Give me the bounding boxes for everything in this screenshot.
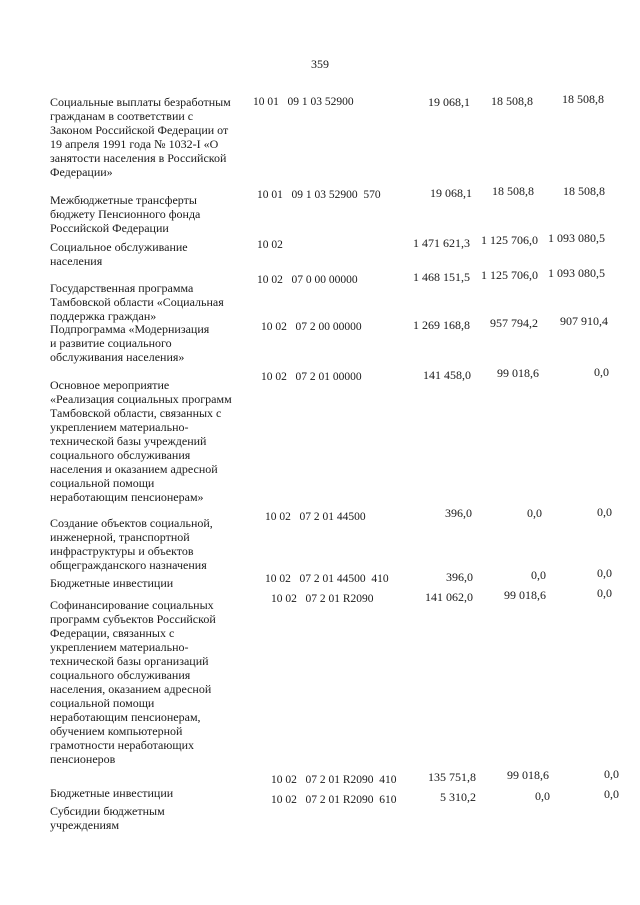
row-name-line: Создание объектов социальной, <box>50 516 213 530</box>
row-name <box>50 95 252 179</box>
amount-3: 0,0 <box>594 365 609 379</box>
amount-2: 18 508,8 <box>491 94 533 108</box>
budget-code: 10 02 07 0 00 00000 <box>257 274 358 286</box>
budget-code: 10 01 09 1 03 52900 <box>253 96 354 108</box>
amount-1: 5 310,2 <box>440 790 476 804</box>
amount-1: 1 269 168,8 <box>413 318 470 332</box>
budget-code: 10 01 09 1 03 52900 570 <box>257 189 381 201</box>
row-name-line: поддержка граждан» <box>50 309 157 323</box>
row-name-line: общегражданского назначения <box>50 558 207 572</box>
row-name-line: и развитие социального <box>50 336 172 350</box>
amount-2: 0,0 <box>535 789 550 803</box>
row-name <box>50 193 252 235</box>
amount-2: 18 508,8 <box>492 184 534 198</box>
amount-3: 18 508,8 <box>563 184 605 198</box>
budget-code: 10 02 07 2 00 00000 <box>261 321 362 333</box>
amount-2: 957 794,2 <box>490 316 538 330</box>
budget-code: 10 02 07 2 01 R2090 610 <box>271 794 397 806</box>
row-name-line: Федерации, связанных с <box>50 626 175 640</box>
row-name-line: инженерной, транспортной <box>50 530 190 544</box>
amount-1: 1 468 151,5 <box>413 270 470 284</box>
amount-1: 1 471 621,3 <box>413 236 470 250</box>
amount-3: 0,0 <box>597 505 612 519</box>
budget-code: 10 02 07 2 01 R2090 <box>271 593 374 605</box>
row-name-line: социального обслуживания <box>50 668 191 682</box>
amount-3: 0,0 <box>597 566 612 580</box>
amount-3: 18 508,8 <box>562 92 604 106</box>
row-name-line: Софинансирование социальных <box>50 598 214 612</box>
amount-1: 19 068,1 <box>428 95 470 109</box>
amount-1: 141 062,0 <box>425 590 473 604</box>
row-name-line: Государственная программа <box>50 281 194 295</box>
amount-3: 1 093 080,5 <box>548 231 605 245</box>
amount-1: 396,0 <box>446 570 473 584</box>
amount-3: 1 093 080,5 <box>548 266 605 280</box>
row-name <box>50 281 252 323</box>
row-name-line: Подпрограмма «Модернизация <box>50 322 210 336</box>
row-name-line: населения, оказанием адресной <box>50 682 212 696</box>
amount-3: 0,0 <box>604 787 619 801</box>
row-name-line: технической базы учреждений <box>50 434 207 448</box>
amount-2: 1 125 706,0 <box>481 268 538 282</box>
row-name-line: укреплением материально- <box>50 640 189 654</box>
row-name-line: неработающим пенсионерам, <box>50 710 201 724</box>
budget-code: 10 02 07 2 01 44500 <box>265 511 366 523</box>
row-name-line: Субсидии бюджетным <box>50 804 165 818</box>
row-name-line: Законом Российской Федерации от <box>50 123 229 137</box>
budget-code: 10 02 07 2 01 44500 410 <box>265 573 389 585</box>
row-name-line: укреплением материально- <box>50 420 189 434</box>
row-name-line: Основное мероприятие <box>50 378 170 392</box>
amount-2: 0,0 <box>527 506 542 520</box>
row-name-line: социального обслуживания <box>50 448 191 462</box>
row-name-line: Тамбовской области «Социальная <box>50 295 224 309</box>
row-name <box>50 576 252 590</box>
amount-1: 19 068,1 <box>430 186 472 200</box>
amount-2: 99 018,6 <box>504 588 546 602</box>
row-name-line: Социальные выплаты безработным <box>50 95 231 109</box>
budget-code: 10 02 07 2 01 00000 <box>261 371 362 383</box>
amount-1: 396,0 <box>445 506 472 520</box>
amount-1: 135 751,8 <box>428 770 476 784</box>
row-name-line: учреждениям <box>50 818 120 832</box>
row-name-line: занятости населения в Российской <box>50 151 227 165</box>
page-number: 359 <box>311 57 329 71</box>
amount-2: 1 125 706,0 <box>481 233 538 247</box>
amount-3: 0,0 <box>597 586 612 600</box>
row-name-line: гражданам в соответствии с <box>50 109 194 123</box>
amount-3: 0,0 <box>604 767 619 781</box>
row-name-line: Федерации» <box>50 165 113 179</box>
amount-2: 99 018,6 <box>507 768 549 782</box>
row-name-line: неработающим пенсионерам» <box>50 490 204 504</box>
row-name <box>50 786 252 800</box>
budget-code: 10 02 07 2 01 R2090 410 <box>271 774 397 786</box>
row-name-line: Бюджетные инвестиции <box>50 786 174 800</box>
row-name-line: инфраструктуры и объектов <box>50 544 194 558</box>
row-name-line: 19 апреля 1991 года № 1032-I «О <box>50 137 219 151</box>
row-name <box>50 240 252 268</box>
row-name <box>50 804 252 832</box>
amount-2: 0,0 <box>531 568 546 582</box>
row-name-line: обслуживания населения» <box>50 350 185 364</box>
row-name-line: пенсионеров <box>50 752 116 766</box>
budget-code: 10 02 <box>257 239 283 251</box>
row-name <box>50 322 252 364</box>
row-name-line: Тамбовской области, связанных с <box>50 406 222 420</box>
row-name-line: технической базы организаций <box>50 654 209 668</box>
row-name-line: грамотности неработающих <box>50 738 195 752</box>
row-name-line: населения <box>50 254 103 268</box>
row-name-line: бюджету Пенсионного фонда <box>50 207 201 221</box>
amount-1: 141 458,0 <box>423 368 471 382</box>
row-name <box>50 378 252 504</box>
amount-3: 907 910,4 <box>560 314 608 328</box>
row-name-line: социальной помощи <box>50 476 155 490</box>
row-name-line: программ субъектов Российской <box>50 612 216 626</box>
row-name-line: «Реализация социальных программ <box>50 392 232 406</box>
row-name-line: Межбюджетные трансферты <box>50 193 197 207</box>
row-name-line: населения и оказанием адресной <box>50 462 218 476</box>
row-name-line: Социальное обслуживание <box>50 240 188 254</box>
row-name <box>50 598 252 766</box>
row-name-line: обучением компьютерной <box>50 724 183 738</box>
row-name-line: социальной помощи <box>50 696 155 710</box>
row-name <box>50 516 252 572</box>
row-name-line: Бюджетные инвестиции <box>50 576 174 590</box>
row-name-line: Российской Федерации <box>50 221 169 235</box>
amount-2: 99 018,6 <box>497 366 539 380</box>
